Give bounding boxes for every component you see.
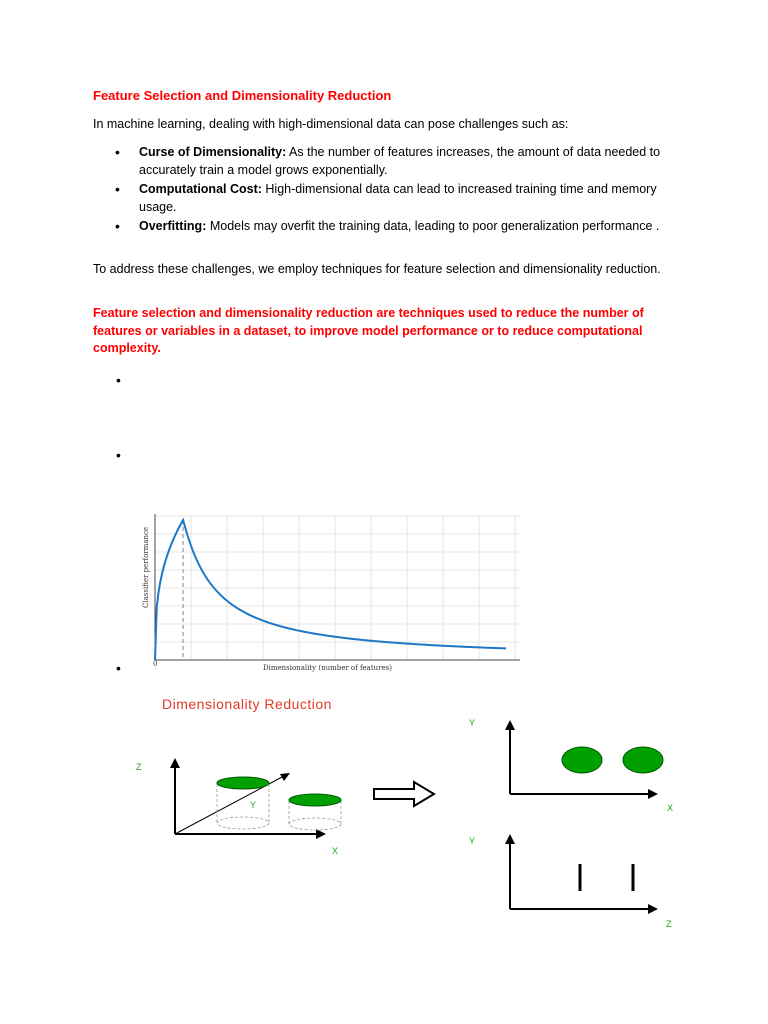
challenges-list xyxy=(93,144,683,238)
performance-curve xyxy=(155,520,506,660)
data-cluster xyxy=(623,747,663,773)
y-axis-label: Classifier performance xyxy=(142,526,150,608)
address-paragraph: To address these challenges, we employ techniques for feature selection and dimensionality reduction. xyxy=(93,262,661,276)
empty-bullet: • xyxy=(116,372,121,388)
original-3d-plot xyxy=(136,758,341,856)
data-cluster xyxy=(562,747,602,773)
definition-paragraph: Feature selection and dimensionality reduction are techniques used to reduce the number of features or variables in a dataset, to improve model performance or to reduce computational complexity. xyxy=(93,306,644,355)
dimensionality-reduction-diagram xyxy=(130,690,690,935)
bullet-text: As the number of features increases, the amount of data needed to accurately train a model grows exponentially. xyxy=(139,145,661,177)
z-axis-label: Z xyxy=(136,762,142,772)
y-axis-label: Y xyxy=(469,836,476,846)
bullet-term: Curse of Dimensionality: xyxy=(139,145,287,159)
section-heading: Feature Selection and Dimensionality Reduction xyxy=(93,88,392,103)
list-item xyxy=(93,181,683,216)
chart-grid xyxy=(155,516,520,660)
y-axis-label: Y xyxy=(250,800,257,810)
intro-paragraph: In machine learning, dealing with high-dimensional data can pose challenges such as: xyxy=(93,117,569,131)
x-axis-label: X xyxy=(667,803,674,813)
list-item xyxy=(93,144,683,179)
x-axis-label: Dimensionality (number of features) xyxy=(263,664,392,672)
x-axis-label: X xyxy=(332,846,339,856)
bullet-text: Models may overfit the training data, leading to poor generalization performance . xyxy=(206,219,660,233)
performance-chart xyxy=(138,508,528,678)
x-axis-label: Z xyxy=(666,919,672,929)
bullet-text: High-dimensional data can lead to increased training time and memory usage. xyxy=(139,182,657,214)
empty-bullet: • xyxy=(116,447,121,463)
projection-xy-plot xyxy=(469,718,673,813)
diagram-title: Dimensionality Reduction xyxy=(162,696,332,712)
transform-arrow-icon xyxy=(374,782,434,806)
origin-label: 0 xyxy=(153,660,158,668)
list-item xyxy=(93,218,683,236)
projection-zy-plot xyxy=(469,834,672,929)
data-cluster xyxy=(289,794,341,806)
empty-bullet: • xyxy=(116,660,121,676)
bullet-term: Computational Cost: xyxy=(139,182,262,196)
data-cluster xyxy=(217,777,269,789)
y-axis-label: Y xyxy=(469,718,476,728)
bullet-term: Overfitting: xyxy=(139,219,207,233)
